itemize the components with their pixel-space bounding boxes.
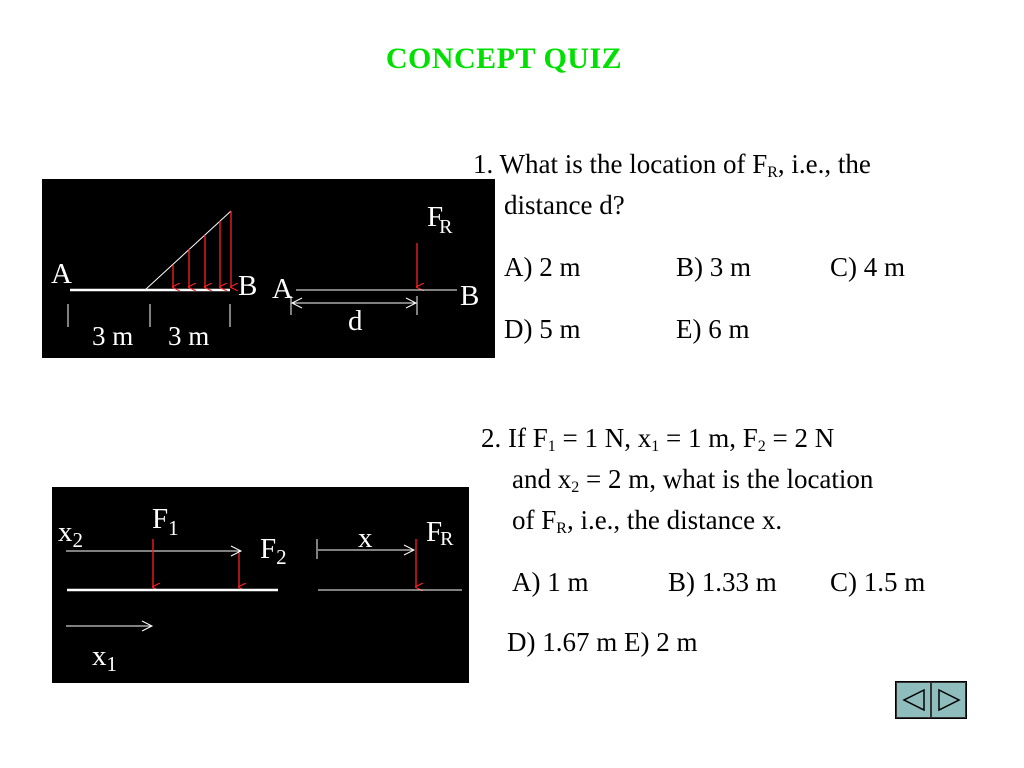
label-b-right: B: [460, 280, 480, 312]
figure-1: [42, 179, 495, 358]
q2-option-b[interactable]: B) 1.33 m: [668, 567, 777, 597]
question-2-line3: [512, 500, 782, 541]
label-f2: $F_2$: [260, 533, 287, 569]
q2-sub: 1: [547, 438, 556, 455]
q2-option-c[interactable]: C) 1.5 m: [830, 567, 926, 597]
label-fr-2: FR: [426, 516, 454, 550]
label-a-left: A: [51, 258, 72, 290]
q1-option-e[interactable]: E) 6 m: [676, 314, 750, 344]
q2-sub: 2: [571, 479, 580, 496]
label-f1: $F_1$: [152, 503, 179, 540]
question-2-line2: [512, 459, 873, 500]
dim-label: 3 m: [168, 321, 210, 351]
label-a-right: A: [272, 273, 293, 305]
question-1: [473, 144, 871, 185]
q1-option-d[interactable]: D) 5 m: [504, 314, 581, 344]
q2-option-a[interactable]: A) 1 m: [512, 567, 589, 597]
triangle-right-icon: [935, 687, 963, 713]
q2-text: , i.e., the distance x.: [566, 505, 783, 535]
previous-slide-button[interactable]: [896, 682, 931, 718]
q2-sub: R: [556, 520, 567, 537]
q2-options-row2[interactable]: D) 1.67 m E) 2 m: [507, 627, 698, 657]
dim-label: 3 m: [92, 321, 134, 351]
q2-text: of F: [512, 505, 557, 535]
label-x2: $x_2$: [58, 516, 83, 552]
slide-navigation: [895, 681, 967, 719]
q2-sub: 2: [757, 438, 766, 455]
q1-line1-prefix: 1. What is the location of F: [473, 149, 768, 179]
label-d: d: [348, 305, 363, 337]
q2-text: and x: [512, 464, 572, 494]
q2-text: = 2 N: [765, 423, 835, 453]
next-slide-button[interactable]: [931, 682, 966, 718]
q2-text: = 2 m, what is the location: [579, 464, 874, 494]
question-2: [481, 418, 834, 459]
figure-2: [52, 487, 469, 683]
q2-text: = 1 m, F: [659, 423, 758, 453]
label-x1: $x_1$: [92, 640, 117, 676]
q2-text: = 1 N, x: [555, 423, 652, 453]
label-x: x: [358, 522, 373, 554]
label-b-left: B: [238, 270, 258, 302]
q1-option-b[interactable]: B) 3 m: [676, 252, 752, 282]
q1-line1-suffix: , i.e., the: [777, 149, 871, 179]
load-hypotenuse: [145, 211, 231, 290]
q1-option-c[interactable]: C) 4 m: [830, 252, 906, 282]
triangle-left-icon: [900, 687, 928, 713]
q2-sub: 1: [651, 438, 660, 455]
q1-line1-sub: R: [767, 164, 778, 181]
page-title: CONCEPT QUIZ: [385, 42, 623, 75]
label-fr: FR: [427, 201, 453, 238]
question-1-line2: distance d?: [504, 190, 625, 220]
q2-text: 2. If F: [481, 423, 548, 453]
q1-option-a[interactable]: A) 2 m: [504, 252, 581, 282]
